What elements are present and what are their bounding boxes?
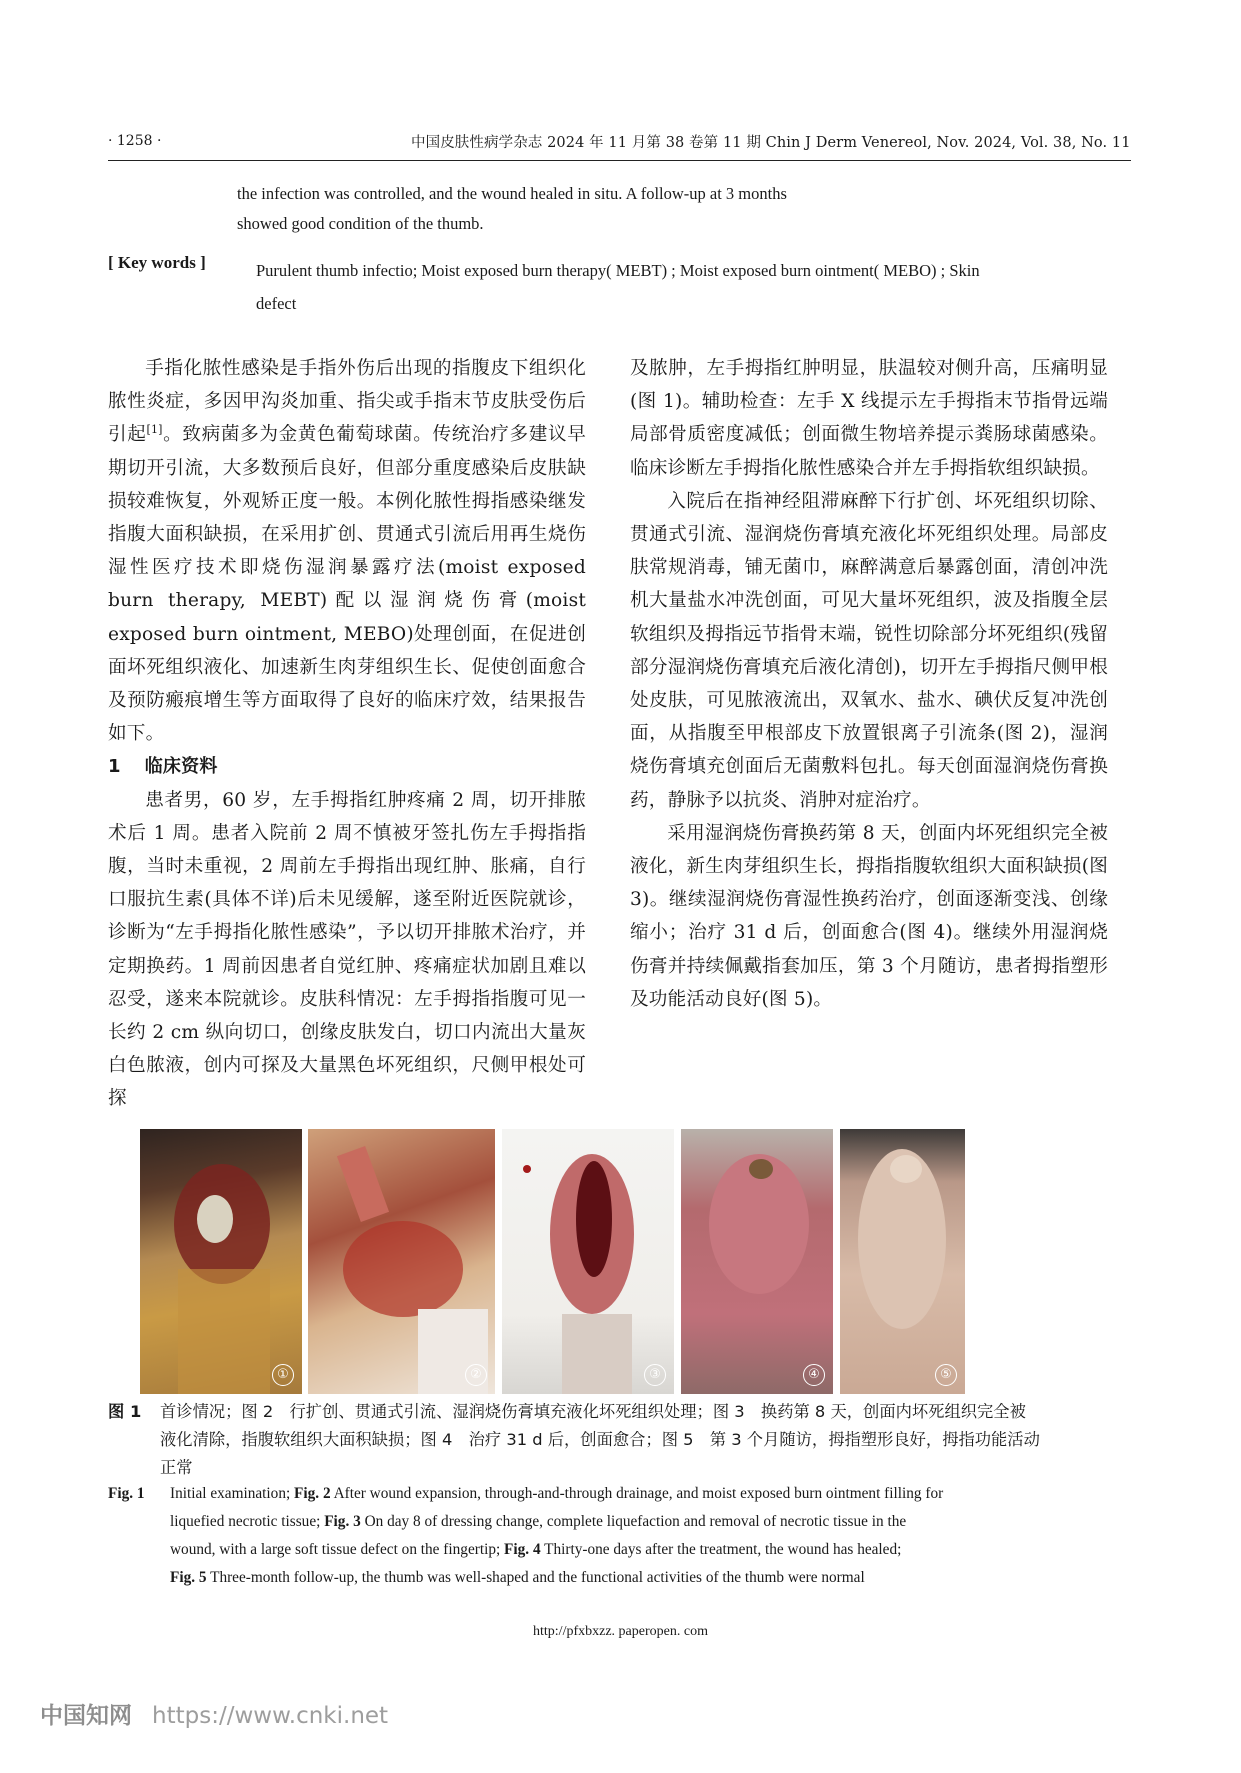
caption-en-3a: wound, with a large soft tissue defect on the fingertip; — [170, 1541, 505, 1558]
figure-3-photo — [502, 1129, 674, 1394]
reference-mark[interactable]: [1] — [146, 423, 163, 437]
header-rule — [108, 160, 1131, 161]
page-number: · 1258 · — [108, 133, 162, 149]
section-number: 1 — [108, 756, 121, 778]
section-heading — [108, 750, 586, 783]
figure-caption-en — [108, 1480, 1108, 1592]
figure-number: ① — [272, 1364, 294, 1386]
caption-label-cn: 图 1 — [108, 1402, 142, 1421]
caption-cn-line-1: 首诊情况；图 2 行扩创、贯通式引流、湿润烧伤膏填充液化坏死组织处理；图 3 换药第 8 天，创面内坏死组织完全被 — [160, 1402, 1026, 1421]
figure-caption-cn — [108, 1398, 1108, 1482]
caption-en-fig5: Fig. 5 — [170, 1569, 207, 1586]
figure-4-photo — [681, 1129, 833, 1394]
caption-en-fig4: Fig. 4 — [504, 1541, 541, 1558]
caption-en-2c: On day 8 of dressing change, complete liquefaction and removal of necrotic tissue in the — [360, 1513, 907, 1530]
caption-en-1a: Initial examination; — [170, 1485, 295, 1502]
healed-wound-image — [681, 1129, 833, 1394]
caption-en-fig3: Fig. 3 — [324, 1513, 361, 1530]
caption-en-2a: liquefied necrotic tissue; — [170, 1513, 325, 1530]
granulation-image — [502, 1129, 674, 1394]
thumb-wound-image — [140, 1129, 302, 1394]
abstract-line-1: the infection was controlled, and the wound healed in situ. A follow-up at 3 months — [237, 184, 787, 203]
figure-number: ③ — [644, 1364, 666, 1386]
intro-text-1: 手指化脓性感染是手指外伤后出现的指腹皮下组织化脓性炎症，多因甲沟炎加重、指尖或手指末节皮肤受伤后引起 — [108, 358, 586, 446]
caption-cn-line-3: 正常 — [160, 1458, 193, 1477]
keywords-text: Purulent thumb infectio; Moist exposed burn therapy( MEBT) ; Moist exposed burn ointment( MEBO) ; Skin defect — [256, 261, 980, 313]
keywords-label: [ Key words ] — [108, 253, 206, 272]
caption-en-line-3 — [108, 1536, 1108, 1564]
caption-en-fig2: Fig. 2 — [294, 1485, 331, 1502]
watermark-logo-text: 中国知网 — [40, 1703, 132, 1729]
caption-en-1c: After wound expansion, through-and-through drainage, and moist exposed burn ointment filling for — [330, 1485, 944, 1502]
cnki-watermark — [40, 1697, 388, 1730]
caption-en-line-2 — [108, 1508, 1108, 1536]
drainage-image — [308, 1129, 495, 1394]
figure-number: ② — [465, 1364, 487, 1386]
treatment-paragraph: 入院后在指神经阻滞麻醉下行扩创、坏死组织切除、贯通式引流、湿润烧伤膏填充液化坏死组织处理。局部皮肤常规消毒，铺无菌巾，麻醉满意后暴露创面，清创冲洗机大量盐水冲洗创面，可见大量坏死组织，波及指腹全层软组织及拇指远节指骨末端，锐性切除部分坏死组织(残留部分湿润烧伤膏填充后液化清创)，切开左手拇指尺侧甲根处皮肤，可见脓液流出，双氧水、盐水、碘伏反复冲洗创面，从指腹至甲根部皮下放置银离子引流条(图 2)，湿润烧伤膏填充创面后无菌敷料包扎。每天创面湿润烧伤膏换药，静脉予以抗炎、消肿对症治疗。 — [630, 490, 1108, 811]
right-column — [630, 352, 1108, 1016]
section-title: 临床资料 — [144, 756, 218, 778]
outcome-paragraph: 采用湿润烧伤膏换药第 8 天，创面内坏死组织完全被液化，新生肉芽组织生长，拇指指腹软组织大面积缺损(图 3)。继续湿润烧伤膏湿性换药治疗，创面逐渐变浅、创缘缩小；治疗 31 d 后，创面愈合(图 4)。继续外用湿润烧伤膏并持续佩戴指套加压，第 3 个月随访，患者拇指塑形及功能活动良好(图 5)。 — [630, 822, 1108, 1010]
abstract-line-2: showed good condition of the thumb. — [237, 214, 484, 233]
figure-number: ④ — [803, 1364, 825, 1386]
exam-paragraph: 及脓肿，左手拇指红肿明显，肤温较对侧升高，压痛明显(图 1)。辅助检查：左手 X 线提示左手拇指末节指骨远端局部骨质密度减低；创面微生物培养提示粪肠球菌感染。临床诊断左手拇指化脓性感染合并左手拇指软组织缺损。 — [630, 358, 1108, 479]
caption-en-line-4 — [108, 1564, 1108, 1592]
intro-paragraph — [108, 352, 586, 750]
caption-en-3c: Thirty-one days after the treatment, the wound has healed; — [540, 1541, 902, 1558]
left-column — [108, 352, 586, 1116]
figure-row — [140, 1129, 1104, 1394]
figure-5-photo — [840, 1129, 965, 1394]
caption-cn-line-2: 液化清除，指腹软组织大面积缺损；图 4 治疗 31 d 后，创面愈合；图 5 第 3 个月随访，拇指塑形良好，拇指功能活动 — [160, 1430, 1040, 1449]
caption-label-en: Fig. 1 — [108, 1485, 145, 1502]
follow-up-image — [840, 1129, 965, 1394]
intro-text-2: 。致病菌多为金黄色葡萄球菌。传统治疗多建议早期切开引流，大多数预后良好，但部分重度感染后皮肤缺损较难恢复，外观矫正度一般。本例化脓性拇指感染继发指腹大面积缺损，在采用扩创、贯通式引流后用再生烧伤湿性医疗技术即烧伤湿润暴露疗法(moist exposed burn therapy, MEBT)配以湿润烧伤膏(moist exposed burn ointment, MEBO)处理创面，在促进创面坏死组织液化、加速新生肉芽组织生长、促使创面愈合及预防瘢痕增生等方面取得了良好的临床疗效，结果报告如下。 — [108, 424, 586, 745]
journal-header: 中国皮肤性病学杂志 2024 年 11 月第 38 卷第 11 期 Chin J Derm Venereol, Nov. 2024, Vol. 38, No. 11 — [411, 135, 1131, 151]
figure-1-photo — [140, 1129, 302, 1394]
figure-2-photo — [308, 1129, 495, 1394]
watermark-url[interactable]: https://www.cnki.net — [152, 1703, 389, 1729]
caption-en-4c: Three-month follow-up, the thumb was well-shaped and the functional activities of the thumb were normal — [206, 1569, 865, 1586]
footer-url[interactable]: http://pfxbxzz. paperopen. com — [533, 1624, 708, 1639]
case-paragraph: 患者男，60 岁，左手拇指红肿疼痛 2 周，切开排脓术后 1 周。患者入院前 2 周不慎被牙签扎伤左手拇指指腹，当时未重视，2 周前左手拇指出现红肿、胀痛，自行口服抗生素(具体不详)后未见缓解，遂至附近医院就诊，诊断为“左手拇指化脓性感染”，予以切开排脓术治疗，并定期换药。1 周前因患者自觉红肿、疼痛症状加剧且难以忍受，遂来本院就诊。皮肤科情况：左手拇指指腹可见一长约 2 cm 纵向切口，创缘皮肤发白，切口内流出大量灰白色脓液，创内可探及大量黑色坏死组织，尺侧甲根处可探 — [108, 789, 586, 1110]
figure-number: ⑤ — [935, 1364, 957, 1386]
